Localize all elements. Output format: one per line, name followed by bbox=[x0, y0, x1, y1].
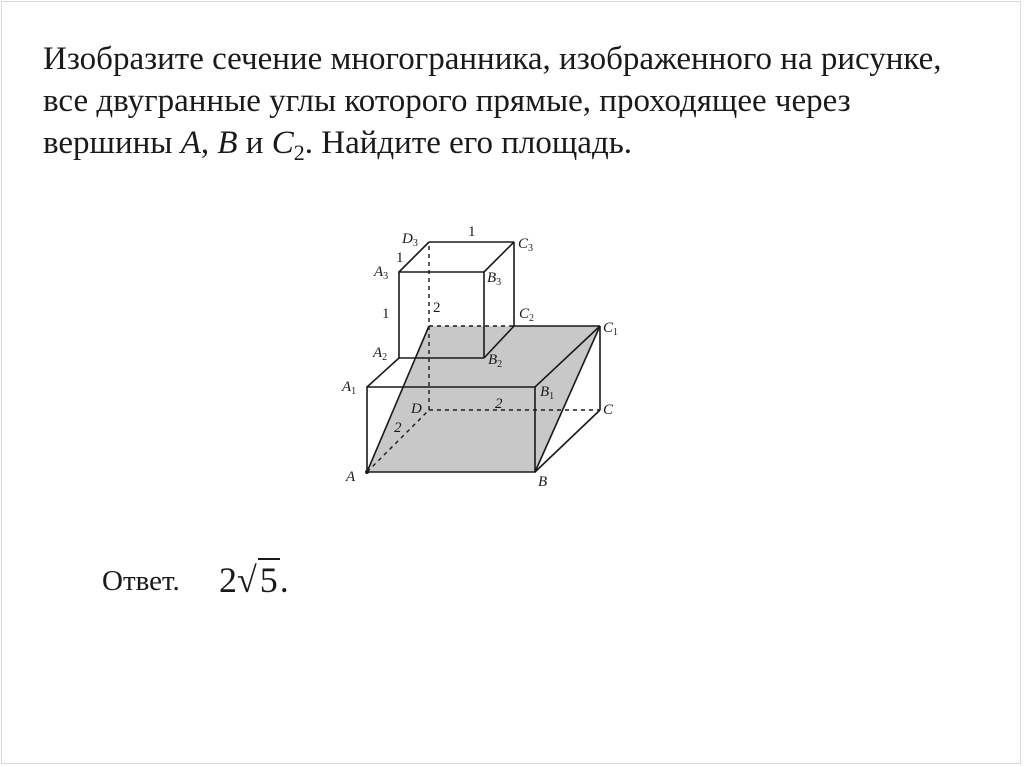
label-c: C bbox=[603, 402, 614, 418]
answer-coefficient: 2 bbox=[219, 560, 237, 600]
label-d: D bbox=[411, 401, 422, 417]
vertex-a: A bbox=[180, 125, 201, 161]
label-a: A bbox=[346, 469, 356, 485]
label-b: B bbox=[538, 474, 548, 490]
line3-suffix: . Найдите его площадь. bbox=[304, 125, 633, 161]
answer-value bbox=[219, 558, 289, 600]
vertex-b: B bbox=[217, 125, 238, 161]
length-top-width: 1 bbox=[468, 224, 476, 240]
answer-radicand: 5 bbox=[259, 560, 278, 600]
label-c3: $C_3$ bbox=[518, 236, 534, 254]
edge-b3-c3 bbox=[484, 242, 514, 272]
label-b3: $B_3$ bbox=[487, 270, 502, 288]
comma: , bbox=[200, 125, 218, 161]
length-top-height: 1 bbox=[382, 306, 390, 322]
line3-prefix: вершины bbox=[43, 125, 181, 161]
label-b1: $B_1$ bbox=[540, 384, 555, 402]
problem-line-1: Изобразите сечение многогранника, изображенного на рисунке, bbox=[43, 41, 942, 77]
label-b2: $B_2$ bbox=[488, 352, 503, 370]
length-top-depth: 1 bbox=[396, 250, 404, 266]
label-a2: $A_2$ bbox=[373, 345, 388, 363]
vertex-c-subscript: 2 bbox=[293, 140, 305, 165]
answer-period: . bbox=[279, 560, 289, 600]
problem-line-2: все двугранные углы которого прямые, проходящее через bbox=[43, 83, 851, 119]
label-a1: $A_1$ bbox=[342, 379, 357, 397]
label-c2: $C_2$ bbox=[519, 306, 535, 324]
label-a3: $A_3$ bbox=[374, 264, 389, 282]
label-d3: $D_3$ bbox=[402, 231, 418, 249]
length-base-depth: 2 bbox=[394, 420, 402, 436]
and-word: и bbox=[237, 125, 272, 161]
radical-sign: √ bbox=[237, 560, 257, 600]
point-a bbox=[365, 470, 369, 474]
length-base-width: 2 bbox=[495, 396, 503, 412]
answer-label: Ответ. bbox=[102, 565, 180, 597]
length-inner-height: 2 bbox=[433, 300, 441, 316]
vertex-c: C bbox=[271, 125, 294, 161]
label-c1: $C_1$ bbox=[603, 320, 619, 338]
